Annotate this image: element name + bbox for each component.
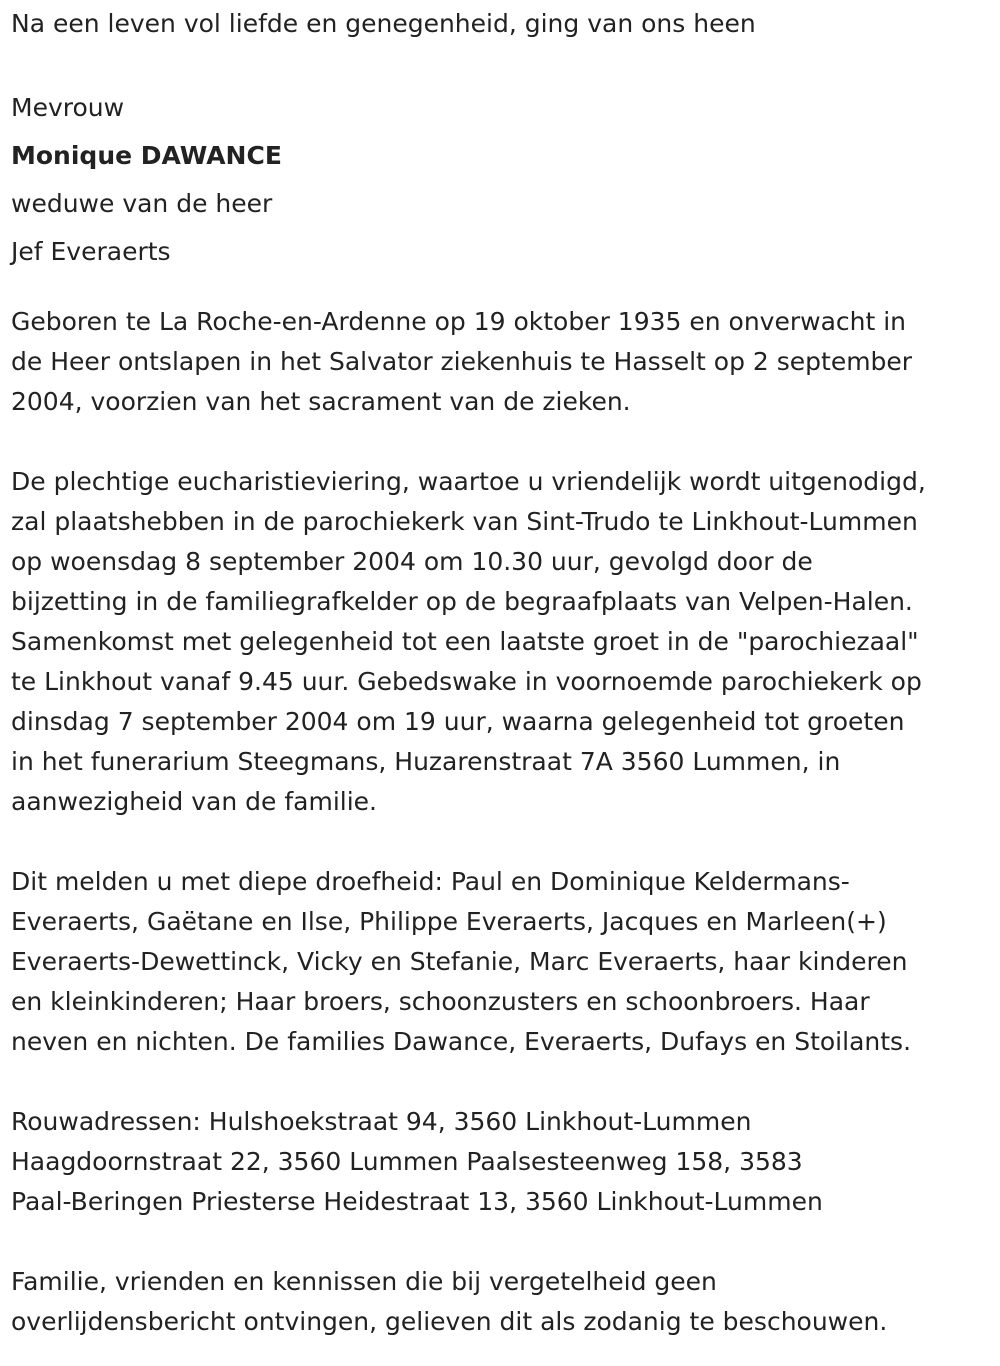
deceased-header xyxy=(11,84,990,276)
paragraph-line: Samenkomst met gelegenheid tot een laatste groet in de "parochiezaal" xyxy=(11,627,919,656)
addresses-paragraph xyxy=(11,1102,986,1222)
paragraph-line: Dit melden u met diepe droefheid: Paul en Dominique Keldermans- xyxy=(11,867,850,896)
paragraph-line: zal plaatshebben in de parochiekerk van Sint-Trudo te Linkhout-Lummen xyxy=(11,507,918,536)
honorific: Mevrouw xyxy=(11,93,125,122)
ceremony-paragraph xyxy=(11,462,986,822)
paragraph-line: neven en nichten. De families Dawance, Everaerts, Dufays en Stoilants. xyxy=(11,1027,912,1056)
paragraph-line: dinsdag 7 september 2004 om 19 uur, waarna gelegenheid tot groeten xyxy=(11,707,905,736)
closing-paragraph xyxy=(11,1262,986,1342)
paragraph-line: de Heer ontslapen in het Salvator ziekenhuis te Hasselt op 2 september xyxy=(11,347,913,376)
relation-text: weduwe van de heer xyxy=(11,189,273,218)
paragraph-line: Everaerts, Gaëtane en Ilse, Philippe Everaerts, Jacques en Marleen(+) xyxy=(11,907,887,936)
paragraph-line: De plechtige eucharistieviering, waartoe u vriendelijk wordt uitgenodigd, xyxy=(11,467,926,496)
paragraph-line: 2004, voorzien van het sacrament van de zieken. xyxy=(11,387,631,416)
paragraph-line: Rouwadressen: Hulshoekstraat 94, 3560 Linkhout-Lummen xyxy=(11,1107,752,1136)
paragraph-line: Paal-Beringen Priesterse Heidestraat 13, 3560 Linkhout-Lummen xyxy=(11,1187,823,1216)
paragraph-line: op woensdag 8 september 2004 om 10.30 uur, gevolgd door de xyxy=(11,547,813,576)
paragraph-line: in het funerarium Steegmans, Huzarenstraat 7A 3560 Lummen, in xyxy=(11,747,841,776)
spouse-name: Jef Everaerts xyxy=(11,237,171,266)
paragraph-line: en kleinkinderen; Haar broers, schoonzusters en schoonbroers. Haar xyxy=(11,987,870,1016)
deceased-name: Monique DAWANCE xyxy=(11,141,282,170)
paragraph-line: Haagdoornstraat 22, 3560 Lummen Paalsesteenweg 158, 3583 xyxy=(11,1147,803,1176)
paragraph-line: te Linkhout vanaf 9.45 uur. Gebedswake in voornoemde parochiekerk op xyxy=(11,667,922,696)
paragraph-line: Familie, vrienden en kennissen die bij vergetelheid geen xyxy=(11,1267,717,1296)
paragraph-line: Geboren te La Roche-en-Ardenne op 19 oktober 1935 en onverwacht in xyxy=(11,307,907,336)
paragraph-line: overlijdensbericht ontvingen, gelieven dit als zodanig te beschouwen. xyxy=(11,1307,888,1336)
intro-text: Na een leven vol liefde en genegenheid, ging van ons heen xyxy=(11,9,756,38)
paragraph-line: aanwezigheid van de familie. xyxy=(11,787,377,816)
family-paragraph xyxy=(11,862,986,1062)
birth-paragraph xyxy=(11,302,986,422)
paragraph-line: bijzetting in de familiegrafkelder op de begraafplaats van Velpen-Halen. xyxy=(11,587,913,616)
paragraph-line: Everaerts-Dewettinck, Vicky en Stefanie, Marc Everaerts, haar kinderen xyxy=(11,947,908,976)
